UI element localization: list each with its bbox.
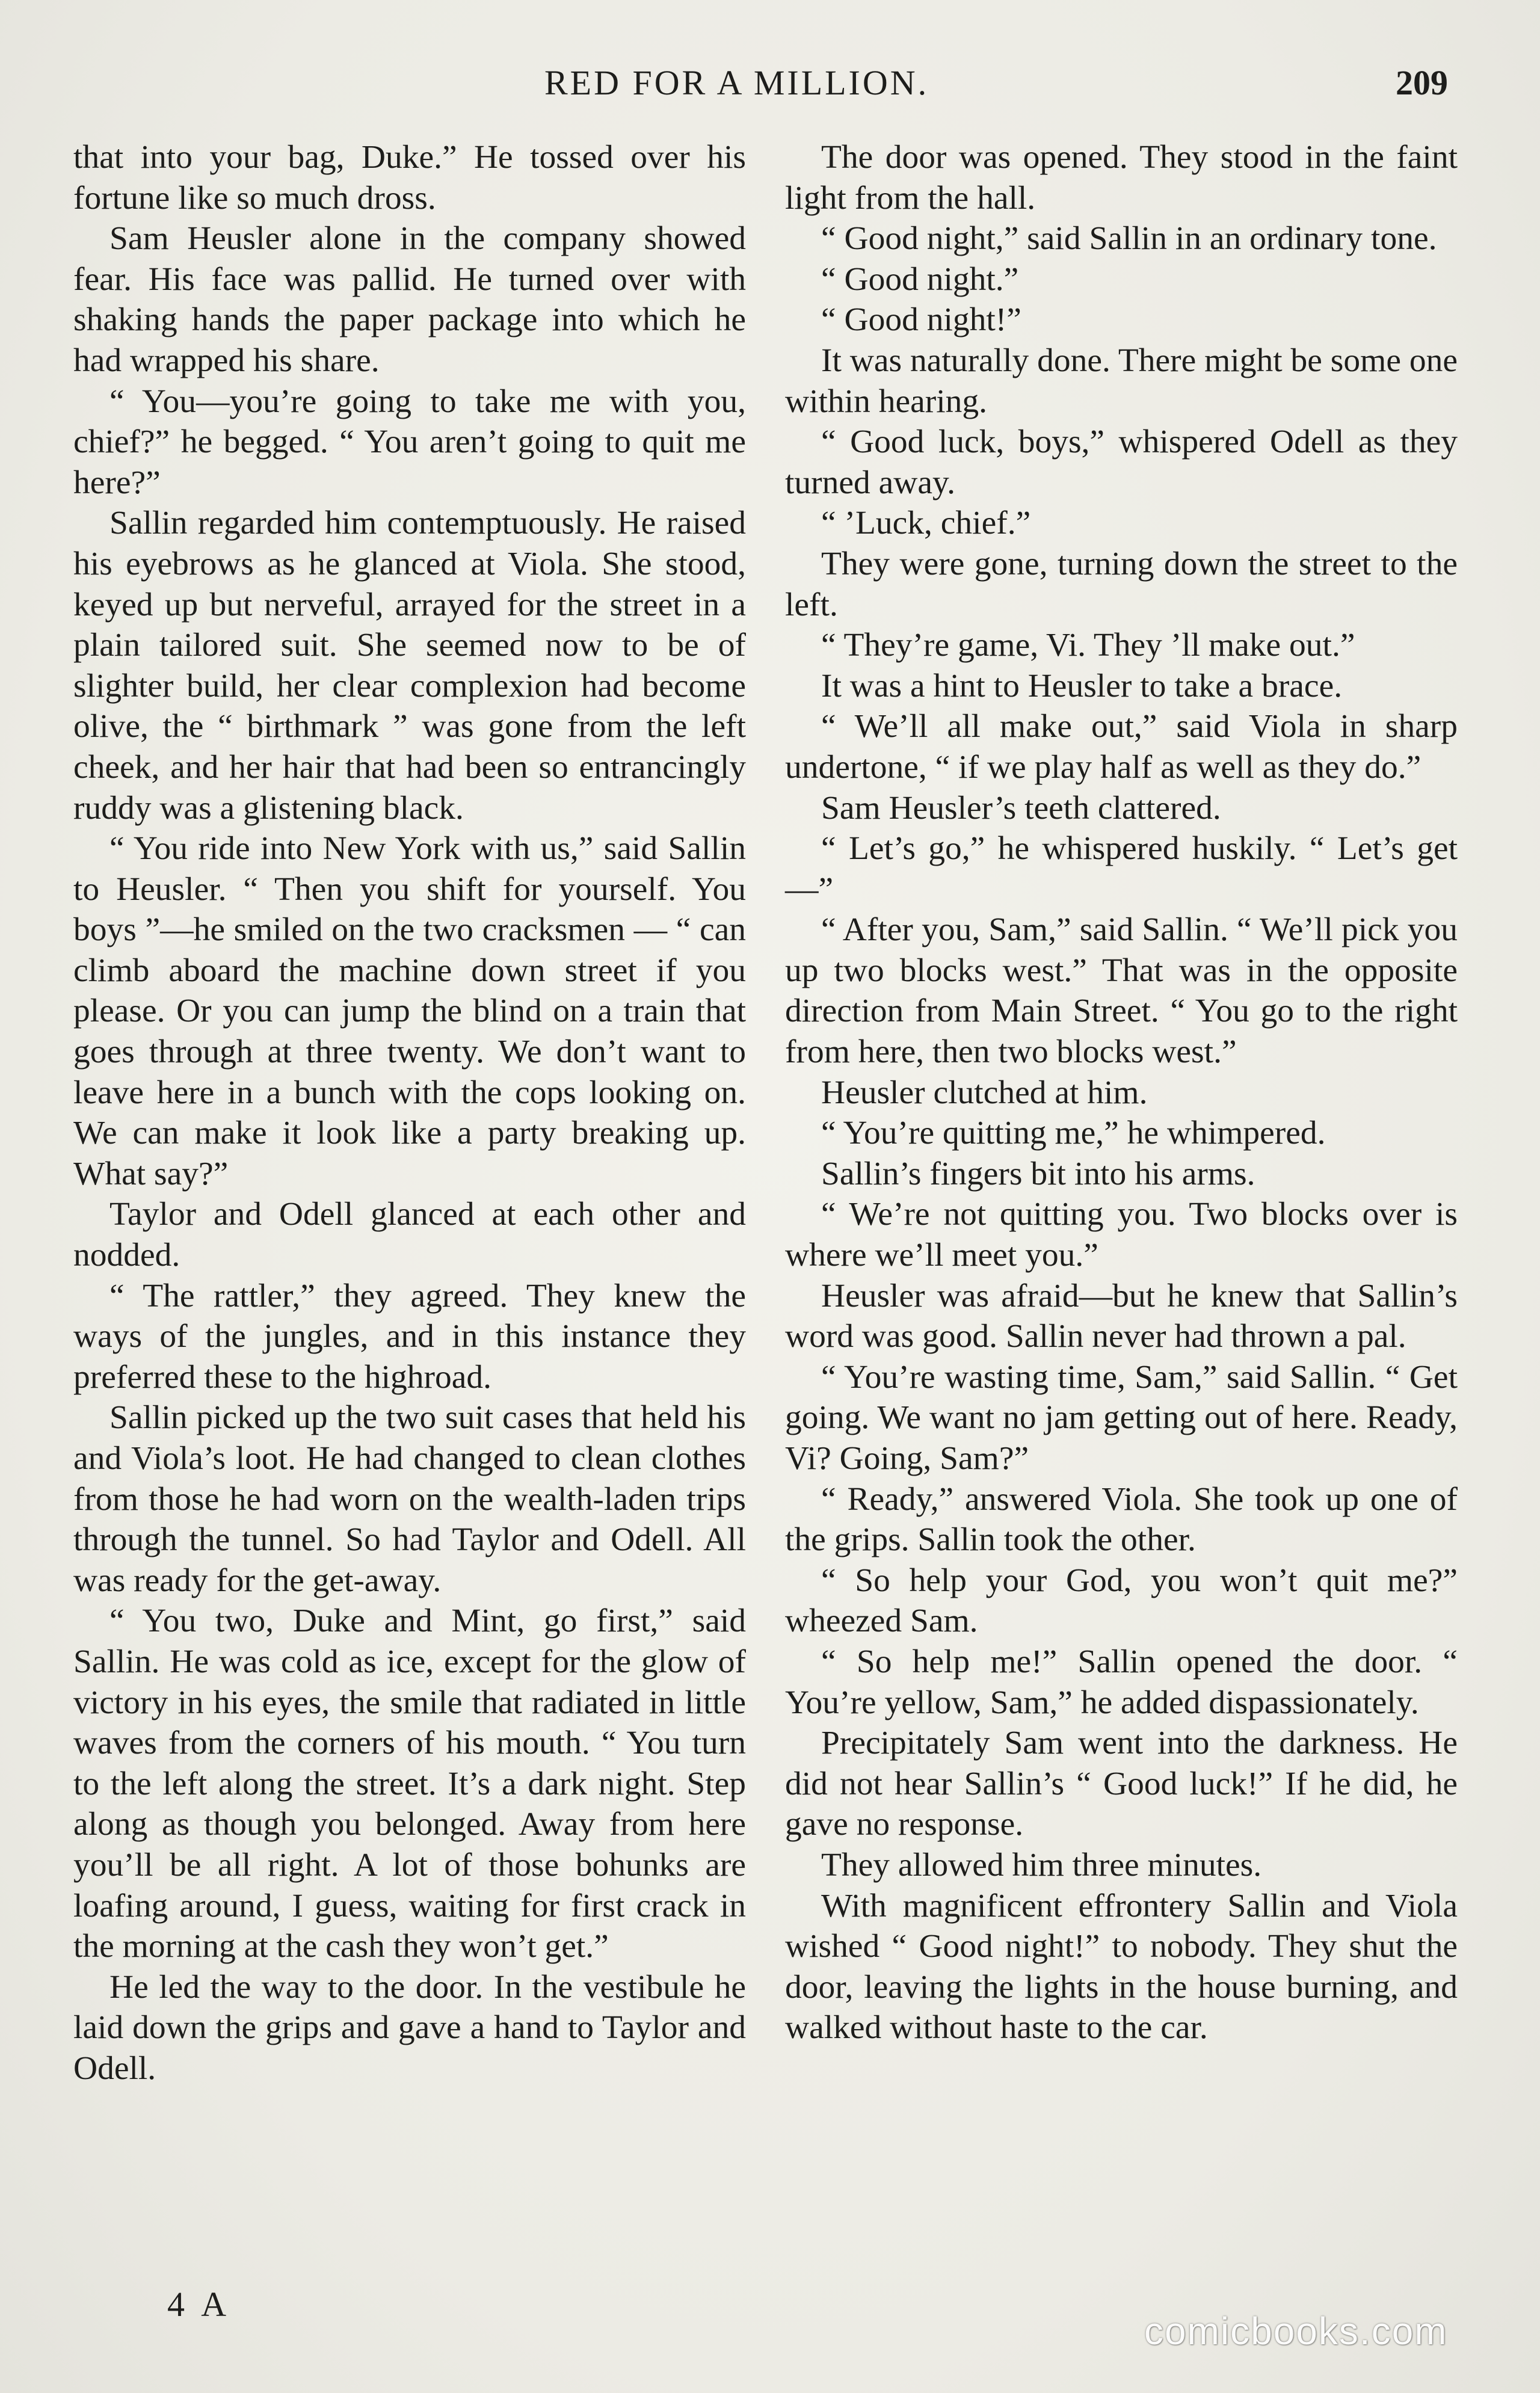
paragraph: They were gone, turning down the street to the left. [785, 545, 1458, 623]
paragraph: Sallin’s fingers bit into his arms. [821, 1155, 1255, 1192]
paragraph: “ Good night.” [821, 260, 1019, 298]
paragraph: Sam Heusler’s teeth clattered. [821, 789, 1221, 827]
paragraph: “ Good luck, boys,” whispered Odell as they turned away. [785, 423, 1458, 501]
paragraph: Sallin regarded him contemptuously. He raised his eyebrows as he glanced at Viola. She stood, keyed up but nerveful, arrayed for the street in a plain tailored suit. She seemed now to be of slighter build, her clear complexion had become olive, the “ birthmark ” was gone from the left cheek, and her hair that had been so entrancingly ruddy was a glistening black. [73, 505, 746, 827]
paragraph: He led the way to the door. In the vestibule he laid down the grips and gave a hand to Taylor and Odell. [73, 1968, 746, 2087]
paragraph: They allowed him three minutes. [821, 1846, 1262, 1883]
paragraph: The door was opened. They stood in the faint light from the hall. [785, 139, 1458, 217]
paragraph: “ You two, Duke and Mint, go first,” said Sallin. He was cold as ice, except for the glow of victory in his eyes, the smile that radiated in little waves from the corners of his mouth. “ You turn to the left along the street. It’s a dark night. Step along as though you belonged. Away from here you’ll be all right. A lot of those bohunks are loafing around, I guess, waiting for first crack in the morning at the cash they won’t get.” [73, 1603, 746, 1965]
paragraph: Taylor and Odell glanced at each other and nodded. [73, 1196, 746, 1274]
left-column [73, 137, 746, 2089]
page-number: 209 [1396, 63, 1448, 102]
paragraph: “ ’Luck, chief.” [821, 505, 1031, 542]
paragraph: “ Good night,” said Sallin in an ordinary tone. [821, 220, 1437, 257]
paragraph: It was a hint to Heusler to take a brace. [821, 667, 1343, 704]
right-column [785, 137, 1458, 2048]
paragraph: “ So help your God, you won’t quit me?” wheezed Sam. [785, 1562, 1458, 1640]
paragraph: that into your bag, Duke.” He tossed over his fortune like so much dross. [73, 139, 746, 217]
paragraph: “ Good night!” [821, 301, 1021, 339]
running-title: RED FOR A MILLION. [544, 63, 929, 102]
paragraph: “ You’re quitting me,” he whimpered. [821, 1115, 1326, 1152]
paragraph: Heusler clutched at him. [821, 1074, 1148, 1111]
paragraph: “ The rattler,” they agreed. They knew the ways of the jungles, and in this instance they preferred these to the highroad. [73, 1277, 746, 1396]
running-head [0, 59, 1540, 107]
watermark: comicbooks.com [1144, 2309, 1448, 2353]
paragraph: “ So help me!” Sallin opened the door. “ You’re yellow, Sam,” he added dispassionately. [785, 1643, 1458, 1721]
paragraph: “ You—you’re going to take me with you, chief?” he begged. “ You aren’t going to quit me here?” [73, 383, 746, 501]
signature-mark: 4 A [167, 2285, 232, 2324]
paragraph: Heusler was afraid—but he knew that Sallin’s word was good. Sallin never had thrown a pal. [785, 1277, 1458, 1355]
paragraph: “ We’re not quitting you. Two blocks over is where we’ll meet you.” [785, 1196, 1458, 1274]
paragraph: “ We’ll all make out,” said Viola in sharp undertone, “ if we play half as well as they do.” [785, 708, 1458, 786]
paragraph: “ You’re wasting time, Sam,” said Sallin. “ Get going. We want no jam getting out of here. Ready, Vi? Going, Sam?” [785, 1358, 1458, 1477]
paragraph: “ After you, Sam,” said Sallin. “ We’ll pick you up two blocks west.” That was in the opposite direction from Main Street. “ You go to the right from here, then two blocks west.” [785, 911, 1458, 1071]
paragraph: It was naturally done. There might be some one within hearing. [785, 342, 1458, 420]
paragraph: “ You ride into New York with us,” said Sallin to Heusler. “ Then you shift for yourself. You boys ”—he smiled on the two cracksmen — “ can climb aboard the machine down street if you please. Or you can jump the blind on a train that goes through at three twenty. We don’t want to leave here in a bunch with the cops looking on. We can make it look like a party breaking up. What say?” [73, 830, 746, 1192]
paragraph: With magnificent effrontery Sallin and Viola wished “ Good night!” to nobody. They shut the door, leaving the lights in the house burning, and walked without haste to the car. [785, 1887, 1458, 2047]
paragraph: Precipitately Sam went into the darkness. He did not hear Sallin’s “ Good luck!” If he did, he gave no response. [785, 1725, 1458, 1843]
paragraph: Sam Heusler alone in the company showed fear. His face was pallid. He turned over with shaking hands the paper package into which he had wrapped his share. [73, 220, 746, 379]
paragraph: Sallin picked up the two suit cases that held his and Viola’s loot. He had changed to clean clothes from those he had worn on the wealth-laden trips through the tunnel. So had Taylor and Odell. All was ready for the get-away. [73, 1399, 746, 1599]
paragraph: “ They’re game, Vi. They ’ll make out.” [821, 627, 1355, 664]
paragraph: “ Ready,” answered Viola. She took up one of the grips. Sallin took the other. [785, 1480, 1458, 1559]
paragraph: “ Let’s go,” he whispered huskily. “ Let’s get—” [785, 830, 1458, 908]
